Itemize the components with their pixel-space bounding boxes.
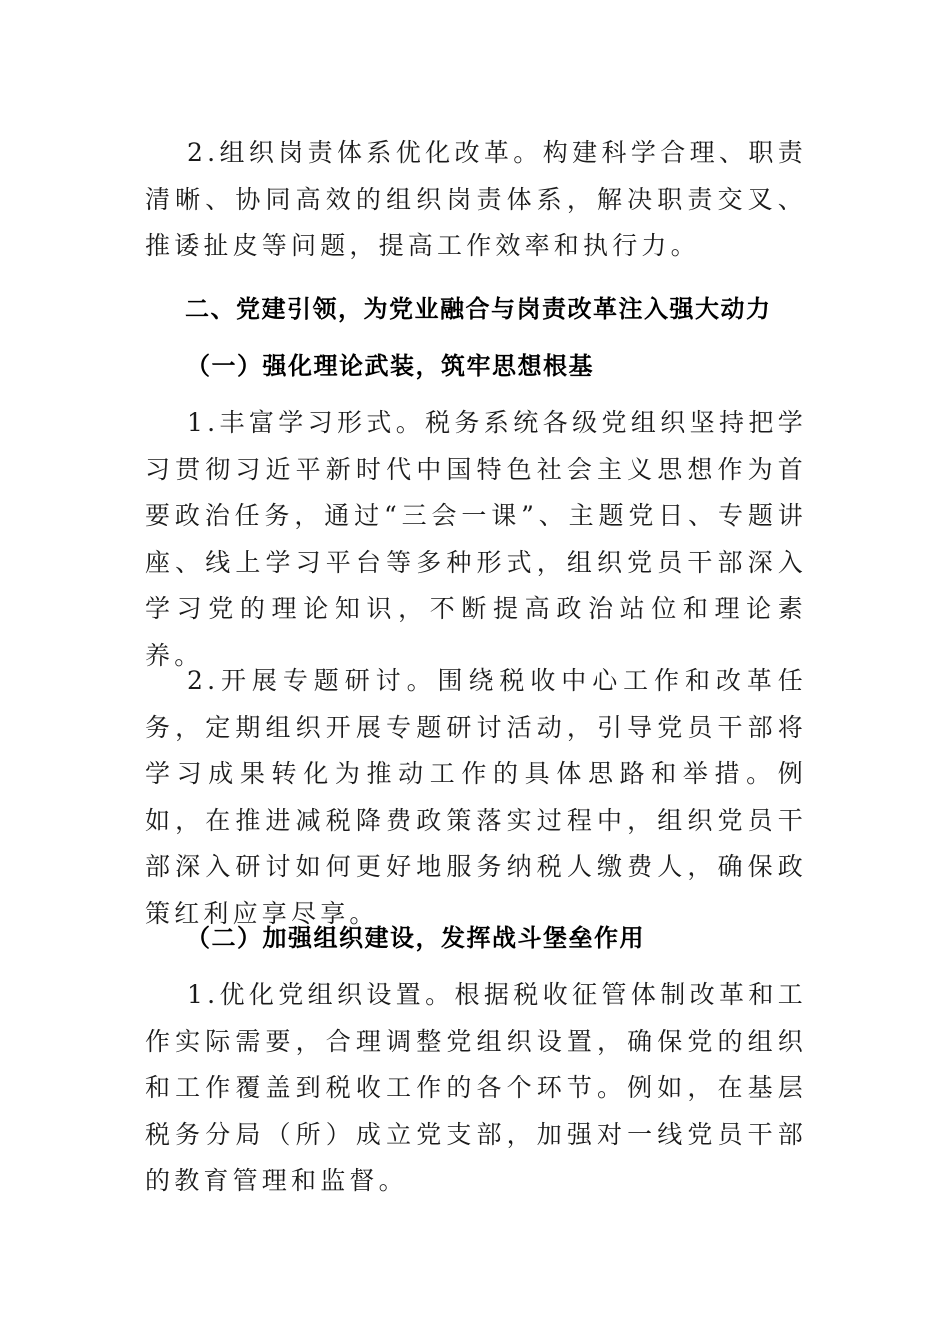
paragraph-seminars: 2.开展专题研讨。围绕税收中心工作和改革任务，定期组织开展专题研讨活动，引导党员干部将学习成果转化为推动工作的具体思路和举措。例如，在推进减税降费政策落实过程中，组织党员干部深入研讨如何更好地服务纳税人缴费人，确保政策红利应享尽享。	[145, 666, 807, 928]
subheading-organization: （二）加强组织建设，发挥战斗堡垒作用	[186, 924, 645, 952]
paragraph-org-reform: 2.组织岗责体系优化改革。构建科学合理、职责清晰、协同高效的组织岗责体系，解决职责交叉、推诿扯皮等问题，提高工作效率和执行力。	[145, 138, 807, 260]
section-heading-party-building: 二、党建引领，为党业融合与岗责改革注入强大动力	[185, 295, 772, 323]
paragraph-party-org: 1.优化党组织设置。根据税收征管体制改革和工作实际需要，合理调整党组织设置，确保党的组织和工作覆盖到税收工作的各个环节。例如，在基层税务分局（所）成立党支部，加强对一线党员干部的教育管理和监督。	[145, 980, 807, 1195]
paragraph-study-forms: 1.丰富学习形式。税务系统各级党组织坚持把学习贯彻习近平新时代中国特色社会主义思想作为首要政治任务，通过“三会一课”、主题党日、专题讲座、线上学习平台等多种形式，组织党员干部深入学习党的理论知识，不断提高政治站位和理论素养。	[145, 408, 807, 670]
subheading-theory: （一）强化理论武装，筑牢思想根基	[186, 352, 594, 380]
